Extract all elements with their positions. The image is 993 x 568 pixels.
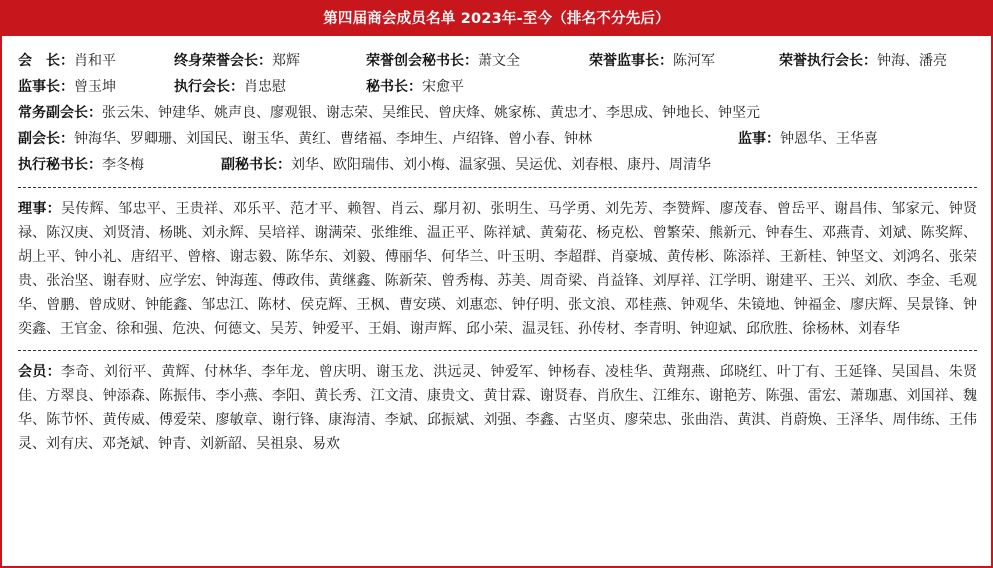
honorary-supervisor-label: 荣誉监事长：: [589, 53, 673, 69]
directors-section: [18, 197, 977, 341]
directors-label: 理事：: [18, 201, 61, 217]
honorary-founding-secretary-value: 萧文全: [478, 53, 520, 69]
roster-content: [2, 36, 991, 456]
executive-president-value: 肖忠慰: [244, 79, 286, 95]
vice-president-label: 副会长：: [18, 131, 74, 147]
secretary-general-value: 宋愈平: [422, 79, 464, 95]
lifetime-honorary-president-value: 郑辉: [272, 53, 300, 69]
officers-row-4: [18, 126, 977, 152]
vice-president-value: 钟海华、罗卿珊、刘国民、谢玉华、黄红、曹绪福、李坤生、卢绍锋、曾小春、钟林: [74, 131, 592, 147]
officers-row-2: [18, 74, 977, 100]
supervisor-label: 监事：: [738, 131, 780, 147]
members-label: 会员：: [18, 364, 61, 380]
divider-1: [18, 187, 977, 188]
officers-row-5: [18, 152, 977, 178]
executive-secretary-label: 执行秘书长：: [18, 157, 102, 173]
supervisor-value: 钟恩华、王华喜: [780, 131, 878, 147]
supervisor-chief-label: 监事长：: [18, 79, 74, 95]
executive-secretary-value: 李冬梅: [102, 157, 144, 173]
members-list: 李奇、刘衍平、黄辉、付林华、李年龙、曾庆明、谢玉龙、洪远灵、钟爱军、钟杨春、凌桂华、黄翔燕、邱晓红、叶丁有、王延锋、吴国昌、朱贤佳、方翠良、钟添森、陈振伟、李小燕、李阳、黄长秀、江文清、康贵文、黄甘霖、谢贤春、肖欣生、江维东、谢艳芳、陈强、雷宏、萧珈惠、刘国祥、魏华、陈节怀、黄传威、傅爱荣、廖敏章、谢行锋、康海清、李斌、邱振斌、刘强、李鑫、古坚贞、廖荣忠、张曲浩、黄淇、肖蔚焕、王泽华、周伟练、王伟灵、刘有庆、邓尧斌、钟青、刘新韶、吴祖泉、易欢: [18, 364, 978, 452]
standing-vice-president-label: 常务副会长：: [18, 105, 102, 121]
officers-row-1: [18, 48, 977, 74]
directors-list: 吴传辉、邹忠平、王贵祥、邓乐平、范才平、赖智、肖云、鄢月初、张明生、马学勇、刘先芳、李赞辉、廖茂春、曾岳平、谢昌伟、邹家元、钟贤禄、陈汉庚、刘贤清、杨眺、刘永辉、吴培祥、谢满荣、张维维、温正平、陈祥斌、黄菊花、杨克松、曾繁荣、熊新元、钟春生、邓燕青、刘斌、陈奖辉、胡上平、钟小礼、唐绍平、曾榕、谢志毅、陈华东、刘毅、傅丽华、何华兰、叶玉明、李超群、肖豪城、黄传彬、陈添祥、王新桂、钟坚文、刘鸿名、张荣贵、张治坚、谢春财、应学宏、钟海莲、傅政伟、黄继鑫、陈新荣、曾秀梅、苏美、周奇梁、肖益锋、刘厚祥、江学明、谢建平、王兴、刘欣、李金、毛观华、曾鹏、曾成财、钟能鑫、邹忠江、陈材、侯克辉、王枫、曹安瑛、刘惠恋、钟仔明、张文浪、邓桂燕、钟观华、朱镜地、钟福金、廖庆辉、吴景锋、钟奕鑫、王官金、徐和强、危泱、何德文、吴芳、钟爱平、王娟、谢声辉、邱小荣、温灵钰、孙传材、李青明、钟迎斌、邱欣胜、徐杨林、刘春华: [18, 201, 978, 337]
roster-title: 第四届商会成员名单 2023年-至今（排名不分先后）: [2, 2, 991, 36]
deputy-secretary-label: 副秘书长：: [221, 157, 291, 173]
president-value: 肖和平: [74, 53, 116, 69]
secretary-general-label: 秘书长：: [366, 79, 422, 95]
standing-vice-president-value: 张云朱、钟建华、姚声良、廖观银、谢志荣、吴维民、曾庆烽、姚家栋、黄忠才、李思成、钟地长、钟坚元: [102, 105, 760, 121]
president-label: 会 长：: [18, 53, 74, 69]
honorary-founding-secretary-label: 荣誉创会秘书长：: [366, 53, 478, 69]
honorary-supervisor-value: 陈河军: [673, 53, 715, 69]
lifetime-honorary-president-label: 终身荣誉会长：: [174, 53, 272, 69]
honorary-executive-president-label: 荣誉执行会长：: [779, 53, 877, 69]
divider-2: [18, 350, 977, 351]
honorary-executive-president-value: 钟海、潘亮: [877, 53, 947, 69]
members-section: [18, 360, 977, 456]
executive-president-label: 执行会长：: [174, 79, 244, 95]
deputy-secretary-value: 刘华、欧阳瑞伟、刘小梅、温家强、吴运优、刘春根、康丹、周清华: [291, 157, 711, 173]
officers-row-3: [18, 100, 977, 126]
supervisor-chief-value: 曾玉坤: [74, 79, 116, 95]
